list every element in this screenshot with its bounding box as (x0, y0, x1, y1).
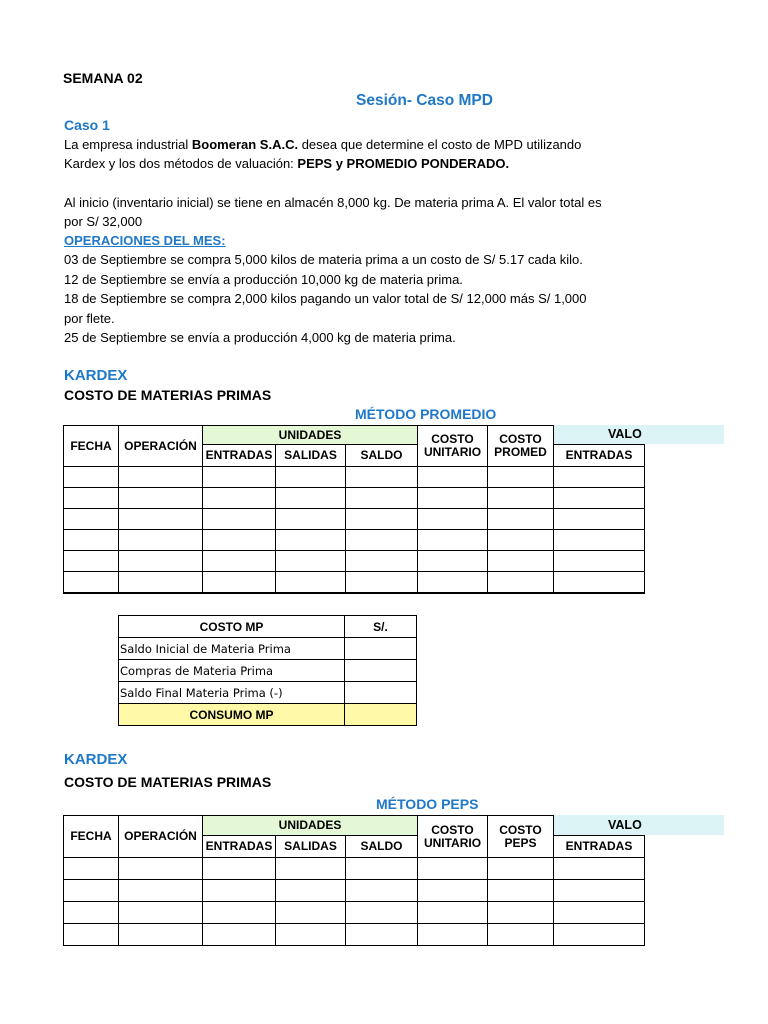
cell[interactable] (119, 572, 203, 593)
cell[interactable] (488, 902, 554, 924)
costo-mp-row-label: Compras de Materia Prima (119, 660, 345, 682)
cell[interactable] (276, 924, 346, 946)
operation-line: 25 de Septiembre se envía a producción 4,000 kg de materia prima. (64, 330, 456, 345)
valores-header: VALO (608, 427, 642, 441)
cell[interactable] (418, 509, 488, 530)
table-row (64, 902, 645, 924)
group-unidades: UNIDADES (203, 426, 418, 445)
operation-line: 03 de Septiembre se compra 5,000 kilos de materia prima a un costo de S/ 5.17 cada kilo. (64, 252, 583, 267)
cell[interactable] (203, 467, 276, 488)
table-row (64, 488, 645, 509)
cell[interactable] (346, 880, 418, 902)
consumo-mp-label: CONSUMO MP (119, 704, 345, 726)
kardex-title: KARDEX (64, 751, 128, 768)
cell[interactable] (276, 551, 346, 572)
col-entradas: ENTRADAS (203, 836, 276, 858)
cell[interactable] (119, 467, 203, 488)
case-line-2: Kardex y los dos métodos de valuación: PEPS y PROMEDIO PONDERADO. (64, 156, 510, 171)
cell[interactable] (276, 858, 346, 880)
kardex-subtitle: COSTO DE MATERIAS PRIMAS (64, 387, 272, 403)
cell[interactable] (488, 924, 554, 946)
cell[interactable] (346, 551, 418, 572)
cell[interactable] (119, 551, 203, 572)
table-row (64, 572, 645, 593)
costo-mp-row-label: Saldo Final Materia Prima (-) (119, 682, 345, 704)
cell[interactable] (418, 572, 488, 593)
cell[interactable] (203, 902, 276, 924)
cell[interactable] (203, 858, 276, 880)
cell[interactable] (276, 902, 346, 924)
cell[interactable] (276, 467, 346, 488)
cell[interactable] (554, 880, 645, 902)
cell[interactable] (203, 572, 276, 593)
cell[interactable] (346, 902, 418, 924)
costo-mp-value[interactable] (345, 682, 417, 704)
cell[interactable] (488, 509, 554, 530)
kardex-method: MÉTODO PEPS (376, 796, 479, 812)
cell[interactable] (64, 488, 119, 509)
costo-mp-value[interactable] (345, 638, 417, 660)
cell[interactable] (554, 530, 645, 551)
table-row (119, 638, 417, 660)
cell[interactable] (554, 572, 645, 593)
col-operacion: OPERACIÓN (119, 426, 203, 467)
cell[interactable] (64, 467, 119, 488)
kardex-peps-table (63, 815, 645, 946)
cell[interactable] (346, 467, 418, 488)
cell[interactable] (276, 572, 346, 593)
cell[interactable] (64, 858, 119, 880)
col-val-entradas: ENTRADAS (554, 836, 645, 858)
col-costo-peps: COSTO PEPS (488, 816, 554, 858)
operation-line: 18 de Septiembre se compra 2,000 kilos pagando un valor total de S/ 12,000 más S/ 1,000 (64, 291, 587, 306)
cell[interactable] (554, 509, 645, 530)
cell[interactable] (346, 530, 418, 551)
kardex-subtitle: COSTO DE MATERIAS PRIMAS (64, 774, 272, 790)
cell[interactable] (203, 488, 276, 509)
cell[interactable] (119, 880, 203, 902)
kardex-title: KARDEX (64, 367, 128, 384)
cell[interactable] (276, 530, 346, 551)
costo-mp-value[interactable] (345, 660, 417, 682)
cell[interactable] (418, 902, 488, 924)
cell[interactable] (488, 858, 554, 880)
cell[interactable] (418, 467, 488, 488)
cell[interactable] (346, 924, 418, 946)
table-row (64, 924, 645, 946)
case-line-1: La empresa industrial Boomeran S.A.C. desea que determine el costo de MPD utilizando (64, 137, 582, 152)
cell[interactable] (488, 880, 554, 902)
cell[interactable] (119, 858, 203, 880)
col-costo-unitario: COSTO UNITARIO (418, 426, 488, 467)
cell[interactable] (119, 509, 203, 530)
cell[interactable] (488, 467, 554, 488)
cell[interactable] (64, 880, 119, 902)
cell[interactable] (346, 488, 418, 509)
cell[interactable] (119, 902, 203, 924)
group-unidades: UNIDADES (203, 816, 418, 836)
valores-header: VALO (608, 818, 642, 832)
table-row (64, 467, 645, 488)
cell[interactable] (203, 509, 276, 530)
col-entradas: ENTRADAS (203, 445, 276, 467)
consumo-mp-value[interactable] (345, 704, 417, 726)
cell[interactable] (203, 530, 276, 551)
cell[interactable] (418, 488, 488, 509)
case-title: Caso 1 (64, 117, 110, 133)
cell[interactable] (64, 572, 119, 593)
operation-line: 12 de Septiembre se envía a producción 10,000 kg de materia prima. (64, 272, 463, 287)
cell[interactable] (276, 509, 346, 530)
cell[interactable] (418, 551, 488, 572)
cell[interactable] (64, 509, 119, 530)
cell[interactable] (488, 488, 554, 509)
table-row (119, 682, 417, 704)
operations-title: OPERACIONES DEL MES: (64, 233, 226, 248)
col-fecha: FECHA (64, 426, 119, 467)
cell[interactable] (119, 488, 203, 509)
cell[interactable] (276, 880, 346, 902)
cell[interactable] (554, 858, 645, 880)
cell[interactable] (203, 880, 276, 902)
session-title: Sesión- Caso MPD (356, 92, 493, 109)
cell[interactable] (488, 530, 554, 551)
cell[interactable] (554, 551, 645, 572)
cell[interactable] (554, 488, 645, 509)
col-val-entradas: ENTRADAS (554, 445, 645, 467)
cell[interactable] (418, 530, 488, 551)
inventory-line-2: por S/ 32,000 (64, 214, 143, 229)
costo-mp-row-label: Saldo Inicial de Materia Prima (119, 638, 345, 660)
col-salidas: SALIDAS (276, 836, 346, 858)
col-fecha: FECHA (64, 816, 119, 858)
col-operacion: OPERACIÓN (119, 816, 203, 858)
table-row (64, 509, 645, 530)
cell[interactable] (64, 551, 119, 572)
kardex-promedio-table (63, 425, 645, 594)
costo-mp-table (118, 615, 417, 726)
operation-line: por flete. (64, 311, 115, 326)
table-row (119, 704, 417, 726)
cell[interactable] (488, 551, 554, 572)
inventory-line-1: Al inicio (inventario inicial) se tiene en almacén 8,000 kg. De materia prima A. El valor total es (64, 195, 602, 210)
cell[interactable] (64, 530, 119, 551)
kardex-method: MÉTODO PROMEDIO (355, 406, 497, 422)
costo-mp-header: COSTO MP (119, 616, 345, 638)
cell[interactable] (119, 530, 203, 551)
col-costo-unitario: COSTO UNITARIO (418, 816, 488, 858)
table-row (64, 880, 645, 902)
col-saldo: SALDO (346, 445, 418, 467)
cell[interactable] (488, 572, 554, 593)
costo-mp-currency: S/. (345, 616, 417, 638)
week-label: SEMANA 02 (63, 70, 143, 86)
cell[interactable] (64, 902, 119, 924)
table-row (64, 551, 645, 572)
cell[interactable] (554, 924, 645, 946)
cell[interactable] (554, 902, 645, 924)
cell[interactable] (64, 924, 119, 946)
cell[interactable] (119, 924, 203, 946)
table-row (64, 858, 645, 880)
cell[interactable] (203, 551, 276, 572)
cell[interactable] (418, 924, 488, 946)
col-salidas: SALIDAS (276, 445, 346, 467)
valores-spacer (554, 426, 645, 445)
cell[interactable] (203, 924, 276, 946)
cell[interactable] (346, 572, 418, 593)
valores-spacer (554, 816, 645, 836)
cell[interactable] (554, 467, 645, 488)
table-row (64, 530, 645, 551)
cell[interactable] (276, 488, 346, 509)
col-costo-promedio: COSTO PROMED (488, 426, 554, 467)
table-row (119, 660, 417, 682)
cell[interactable] (346, 858, 418, 880)
cell[interactable] (418, 880, 488, 902)
cell[interactable] (346, 509, 418, 530)
col-saldo: SALDO (346, 836, 418, 858)
cell[interactable] (418, 858, 488, 880)
